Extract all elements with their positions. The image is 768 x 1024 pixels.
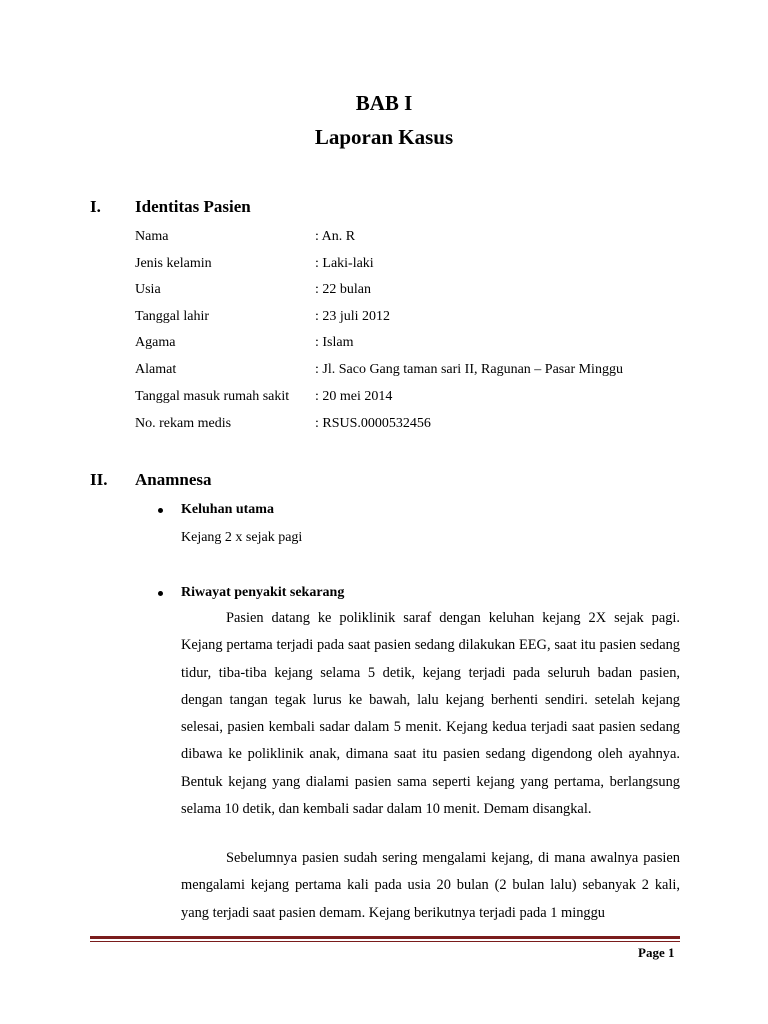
value-tanggal-lahir: : 23 juli 2012	[315, 309, 391, 324]
keluhan-utama-text: Kejang 2 x sejak pagi	[181, 530, 303, 545]
section-2-number: II.	[90, 470, 108, 489]
keluhan-utama-title: Keluhan utama	[181, 502, 274, 517]
value-no-rekam-medis: : RSUS.0000532456	[315, 416, 431, 431]
report-title: Laporan Kasus	[314, 125, 454, 149]
value-alamat: : Jl. Saco Gang taman sari II, Ragunan – Pasar Minggu	[315, 362, 623, 377]
label-nama: Nama	[135, 229, 169, 244]
riwayat-title: Riwayat penyakit sekarang	[181, 585, 345, 600]
bullet-icon	[158, 508, 163, 513]
value-nama: : An. R	[315, 229, 356, 244]
section-1-title: Identitas Pasien	[135, 197, 251, 216]
value-usia: : 22 bulan	[315, 282, 371, 297]
footer-rule-thin	[90, 941, 680, 942]
chapter-heading: BAB I	[355, 91, 413, 115]
value-agama: : Islam	[315, 335, 354, 350]
label-usia: Usia	[135, 282, 161, 297]
section-1-number: I.	[90, 197, 101, 216]
riwayat-paragraph-1: Pasien datang ke poliklinik saraf dengan keluhan kejang 2X sejak pagi. Kejang pertama terjadi pada saat pasien sedang dilakukan EEG, saat itu pasien sedang tidur, tiba-tiba kejang selama 5 detik, kejang terjadi pada seluruh badan pasien, dengan tangan tegak lurus ke bawah, lalu kejang berhenti sendiri. setelah kejang selesai, pasien kembali sadar dalam 5 menit. Kejang kedua terjadi saat pasien sedang dibawa ke poliklinik anak, dimana saat itu pasien sedang digendong oleh ayahnya. Bentuk kejang yang dialami pasien sama seperti kejang yang pertama, berlangsung selama 10 detik, dan kembali sadar dalam 10 menit. Demam disangkal.	[181, 610, 680, 818]
label-tanggal-lahir: Tanggal lahir	[135, 309, 210, 324]
page-number: Page 1	[638, 945, 675, 960]
label-jenis-kelamin: Jenis kelamin	[135, 256, 212, 271]
value-jenis-kelamin: : Laki-laki	[315, 256, 374, 271]
label-alamat: Alamat	[135, 362, 177, 377]
bullet-icon	[158, 591, 163, 596]
label-tanggal-masuk: Tanggal masuk rumah sakit	[135, 389, 290, 404]
value-tanggal-masuk: : 20 mei 2014	[315, 389, 393, 404]
footer-rule-thick	[90, 936, 680, 939]
section-2-title: Anamnesa	[135, 470, 212, 489]
riwayat-paragraph-2: Sebelumnya pasien sudah sering mengalami kejang, di mana awalnya pasien mengalami kejang pertama kali pada usia 20 bulan (2 bulan lalu) sebanyak 2 kali, yang terjadi saat pasien demam. Kejang berikutnya terjadi pada 1 minggu	[181, 850, 680, 921]
label-no-rekam-medis: No. rekam medis	[135, 416, 232, 431]
label-agama: Agama	[135, 335, 176, 350]
